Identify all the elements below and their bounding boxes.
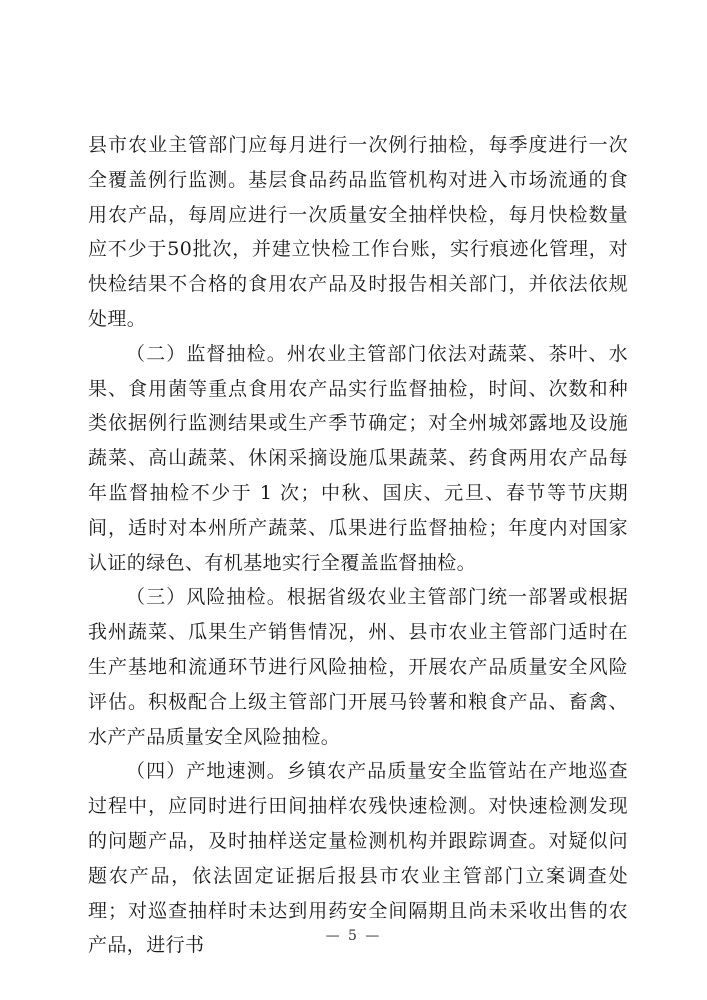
document-body [88,128,628,963]
paragraph-field-rapid-test: （四）产地速测。乡镇农产品质量安全监管站在产地巡查过程中，应同时进行田间抽样农残快速检测。对快速检测发现的问题产品，及时抽样送定量检测机构并跟踪调查。对疑似问题农产品，依法固定证据后报县市农业主管部门立案调查处理；对巡查抽样时未达到用药安全间隔期且尚未采收出售的农产品，进行书 [88,760,628,957]
page-number: — 5 — [325,928,382,944]
paragraph-supervision-inspection: （二）监督抽检。州农业主管部门依法对蔬菜、茶叶、水果、食用菌等重点食用农产品实行监督抽检，时间、次数和种类依据例行监测结果或生产季节确定；对全州城郊露地及设施蔬菜、高山蔬菜、休闲采摘设施瓜果蔬菜、药食两用农产品每年监督抽检不少于 1 次；中秋、国庆、元旦、春节等节庆期间，适时对本州所产蔬菜、瓜果进行监督抽检；年度内对国家认证的绿色、有机基地实行全覆盖监督抽检。 [88,342,628,574]
paragraph-risk-inspection: （三）风险抽检。根据省级农业主管部门统一部署或根据我州蔬菜、瓜果生产销售情况，州、县市农业主管部门适时在生产基地和流通环节进行风险抽检，开展农产品质量安全风险评估。积极配合上级主管部门开展马铃薯和粮食产品、畜禽、水产产品质量安全风险抽检。 [88,586,628,748]
paragraph-1: 县市农业主管部门应每月进行一次例行抽检，每季度进行一次全覆盖例行监测。基层食品药品监管机构对进入市场流通的食用农产品，每周应进行一次质量安全抽样快检，每月快检数量应不少于50批次，并建立快检工作台账，实行痕迹化管理，对快检结果不合格的食用农产品及时报告相关部门，并依法依规处理。 [88,134,628,330]
